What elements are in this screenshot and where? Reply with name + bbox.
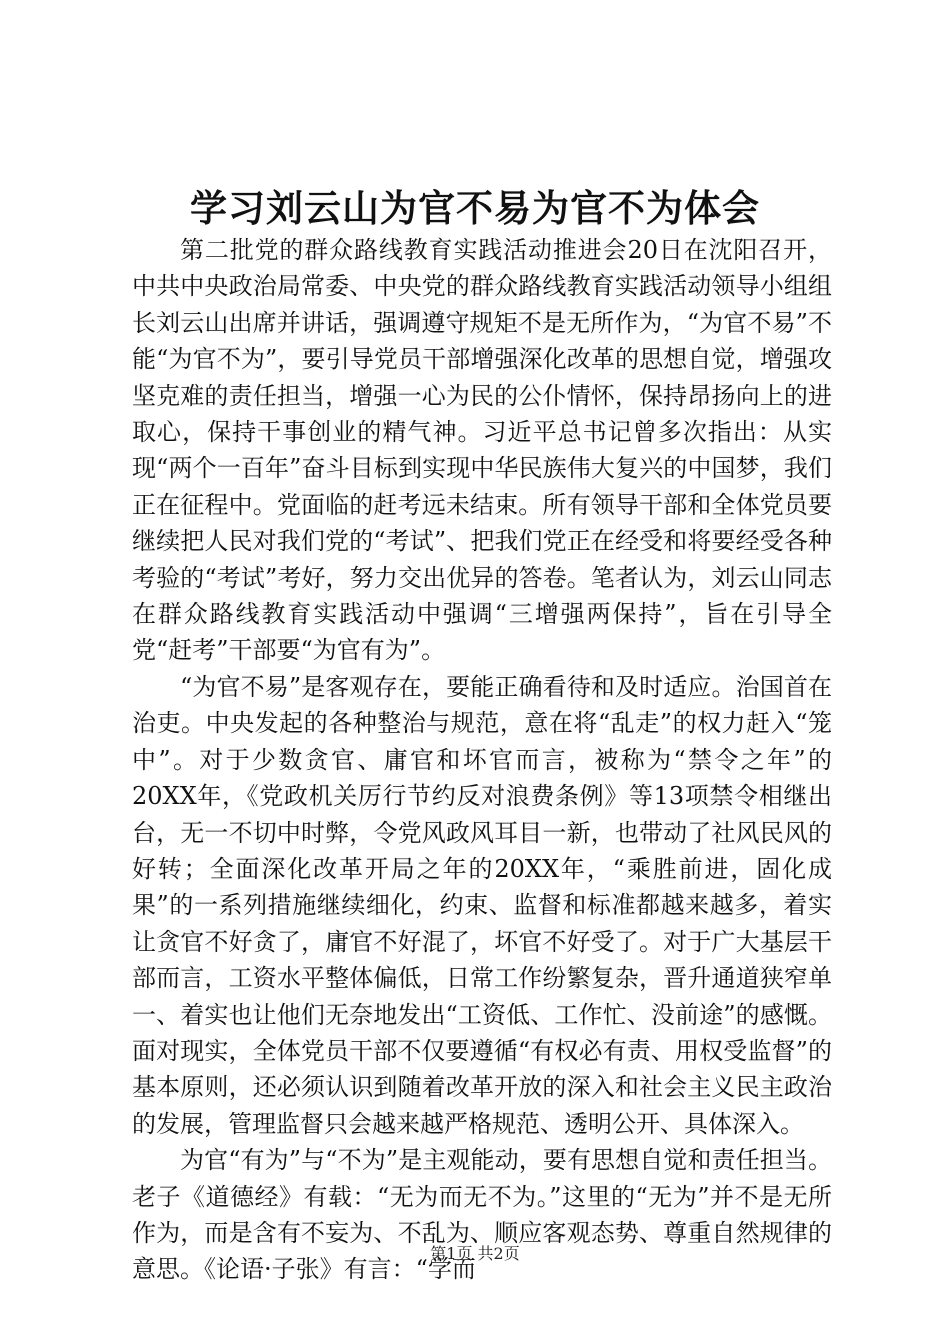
paragraph-3: 为官“有为”与“不为”是主观能动，要有思想自觉和责任担当。老子《道德经》有载：“无为而无不为。”这里的“无为”并不是无所作为，而是含有不妄为、不乱为、顺应客观态势、尊重自然规律的意思。《论语·子张》有言：“学而 xyxy=(132,1146,832,1284)
paragraph-2: “为官不易”是客观存在，要能正确看待和及时适应。治国首在治吏。中央发起的各种整治与规范，意在将“乱走”的权力赶入“笼中”。对于少数贪官、庸官和坏官而言，被称为“禁令之年”的20XX年，《党政机关厉行节约反对浪费条例》等13项禁令相继出台，无一不切中时弊，令党风政风耳目一新，也带动了社风民风的好转；全面深化改革开局之年的20XX年，“乘胜前进，固化成果”的一系列措施继续细化，约束、监督和标准都越来越多，着实让贪官不好贪了，庸官不好混了，坏官不好受了。对于广大基层干部而言，工资水平整体偏低，日常工作纷繁复杂，晋升通道狭窄单一、着实也让他们无奈地发出“工资低、工作忙、没前途”的感慨。面对现实，全体党员干部不仅要遵循“有权必有责、用权受监督”的基本原则，还必须认识到随着改革开放的深入和社会主义民主政治的发展，管理监督只会越来越严格规范、透明公开、具体深入。 xyxy=(132,672,832,1138)
page-footer: 第1页 共2页 xyxy=(430,1244,520,1263)
paragraph-1: 第二批党的群众路线教育实践活动推进会20日在沈阳召开，中共中央政治局常委、中央党的群众路线教育实践活动领导小组组长刘云山出席并讲话，强调遵守规矩不是无所作为，“为官不易”不能“为官不为”，要引导党员干部增强深化改革的思想自觉，增强攻坚克难的责任担当，增强一心为民的公仆情怀，保持昂扬向上的进取心，保持干事创业的精气神。习近平总书记曾多次指出：从实现“两个一百年”奋斗目标到实现中华民族伟大复兴的中国梦，我们正在征程中。党面临的赶考远未结束。所有领导干部和全体党员要继续把人民对我们党的“考试”、把我们党正在经受和将要经受各种考验的“考试”考好，努力交出优异的答卷。笔者认为，刘云山同志在群众路线教育实践活动中强调“三增强两保持”，旨在引导全党“赶考”干部要“为官有为”。 xyxy=(132,236,832,665)
document-body xyxy=(132,232,832,1288)
document-title: 学习刘云山为官不易为官不为体会 xyxy=(190,186,760,230)
